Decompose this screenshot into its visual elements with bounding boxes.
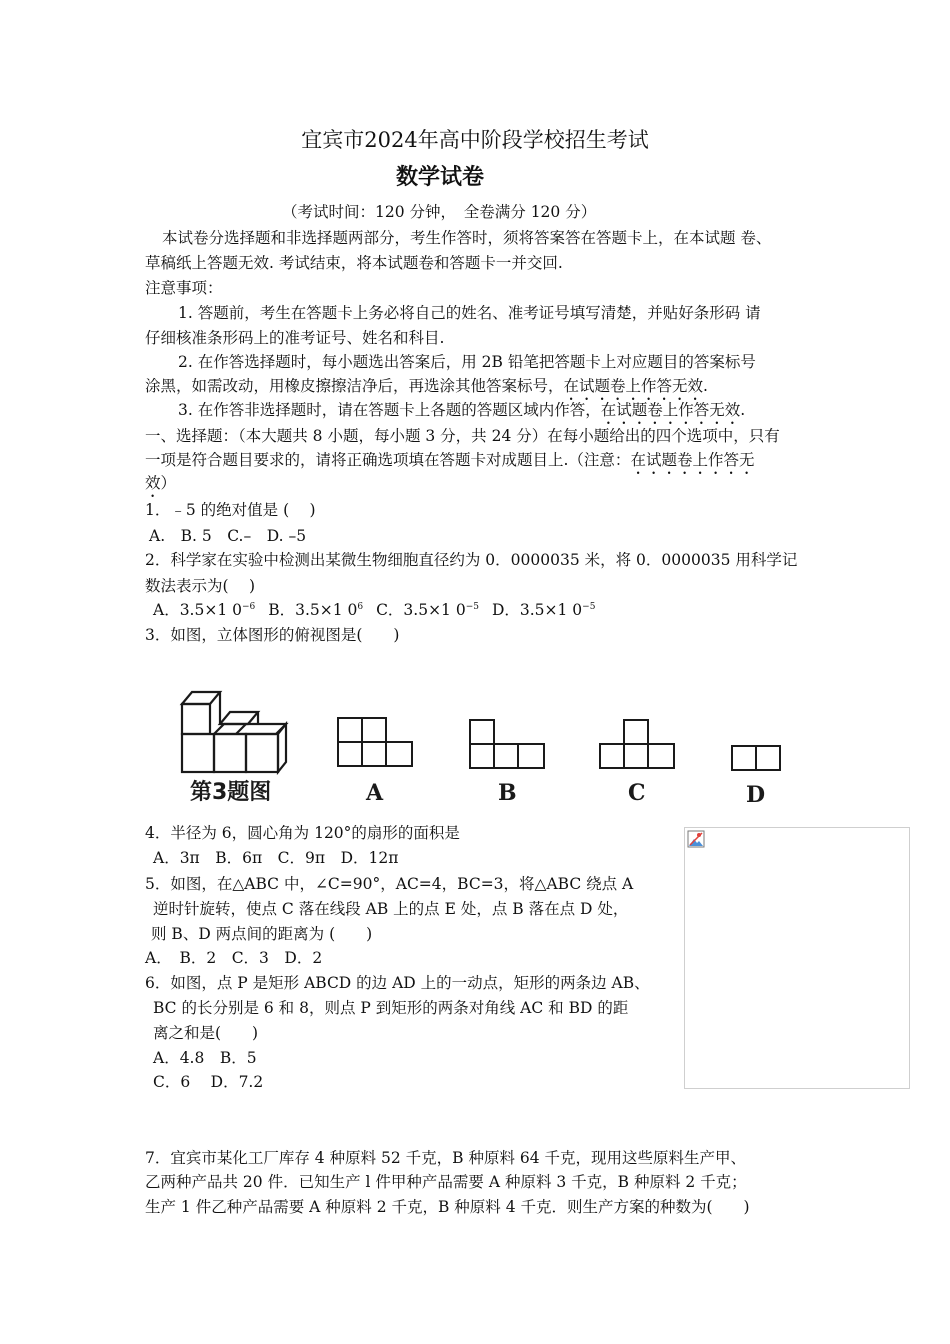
section-1-text: 一项是符合题目要求的，请将正确选项填在答题卡对成题目上.（注意： [145,451,631,469]
q2-stem-line-2: 数法表示为( ) [145,577,256,595]
q6-options-1: A．4.8 B．5 [153,1049,257,1067]
q1-options: A. B. 5 C.– D. –5 [149,527,307,545]
notice-1-line-1: 1. 答题前，考生在答题卡上务必将自己的姓名、准考证号填写清楚，并贴好条形码 请 [178,304,761,322]
q3-stem: 3．如图，立体图形的俯视图是( ) [145,626,400,644]
q4-options: A．3π B．6π C．9π D．12π [153,849,399,867]
notice-3-text: 3. 在作答非选择题时，请在答题卡上各题的答题区域内作答， [178,401,601,419]
notice-2-period: . [703,377,708,395]
notice-2-emphasis: 在试题卷上作答无效 [563,377,704,395]
q2-option-a: A．3.5×1 0 [153,601,242,619]
q3-option-b-label: B [498,780,517,806]
section-1-emphasis-end: 效 [145,474,161,492]
q2-option-a-exp: −6 [241,602,256,612]
q7-line-2: 乙两种产品共 20 件．已知生产 l 件甲种产品需要 A 种原料 3 千克，B 种原料 2 千克； [145,1173,747,1191]
notice-1-line-2: 仔细核准条形码上的准考证号、姓名和科目. [145,329,445,347]
notice-3 [178,400,745,428]
q5-line-3: 则 B、D 两点间的距离为 ( ) [151,925,373,943]
q6-options-2: C．6 D．7.2 [153,1073,264,1091]
exam-info: （考试时间：120 分钟， 全卷满分 120 分） [282,203,597,221]
q3-figure [176,682,796,812]
section-1-close: ） [160,474,177,492]
q5-options: A． B．2 C．3 D．2 [145,949,323,967]
intro-line-1: 本试卷分选择题和非选择题两部分，考生作答时，须将答案答在答题卡上，在本试题 卷、 [162,229,772,247]
broken-image-icon [687,830,705,848]
exam-subtitle: 数学试卷 [395,164,484,190]
q2-stem-line-1: 2．科学家在实验中检测出某微生物细胞直径约为 0．0000035 米，将 0．0000035 用科学记 [145,551,798,569]
missing-figure-box [684,827,910,1089]
q5-line-1: 5．如图，在△ABC 中，∠C=90°，AC=4，BC=3，将△ABC 绕点 A [145,875,634,893]
q6-line-2: BC 的长分别是 6 和 8，则点 P 到矩形的两条对角线 AC 和 BD 的距 [153,999,629,1017]
q7-line-3: 生产 1 件乙种产品需要 A 种原料 2 千克，B 种原料 4 千克．则生产方案的种数为( ) [145,1198,750,1216]
q6-line-1: 6．如图，点 P 是矩形 ABCD 的边 AD 上的一动点，矩形的两条边 AB、 [145,974,650,992]
q2-option-b-exp: 6 [357,602,364,612]
section-1-line-2 [145,450,754,478]
q3-figure-caption: 第3题图 [190,780,272,805]
notice-2-text: 涂黑，如需改动，用橡皮擦擦洁净后，再选涂其他答案标号， [145,377,564,395]
section-1-heading: 一、选择题：（本大题共 8 小题，每小题 3 分，共 24 分）在每小题给出的四个选项中，只有 [145,427,780,445]
q3-option-c-figure [600,720,674,768]
q3-option-a-label: A [366,780,384,806]
q2-option-d-exp: −5 [582,602,596,612]
q3-option-a-figure [338,718,412,766]
q6-line-3: 离之和是( ) [153,1024,259,1042]
q2-option-c-exp: −5 [465,602,479,612]
notice-3-period: . [740,401,746,419]
q1-stem: 1．﹣5 的绝对值是 ( ) [145,501,316,519]
q2-options [153,600,595,620]
q7-line-1: 7．宜宾市某化工厂库存 4 种原料 52 千克，B 种原料 64 千克，现用这些原料生产甲、 [145,1149,747,1167]
intro-line-2: 草稿纸上答题无效. 考试结束，将本试题卷和答题卡一并交回. [145,254,563,272]
q2-option-d: D．3.5×1 0 [491,601,583,619]
q3-option-b-figure [470,720,544,768]
q3-option-d-figure [732,746,780,770]
notice-3-emphasis: 在试题卷上作答无效 [600,401,741,419]
q3-option-c-label: C [628,780,646,806]
q3-option-d-label: D [746,782,766,808]
exam-title: 宜宾市2024年高中阶段学校招生考试 [301,128,649,152]
notice-heading: 注意事项： [145,279,223,297]
q4-stem: 4．半径为 6，圆心角为 120°的扇形的面积是 [145,824,460,842]
q2-option-b: B．3.5×1 0 [268,601,358,619]
section-1-emphasis: 在试题卷上作答无 [630,451,755,469]
q5-line-2: 逆时针旋转，使点 C 落在线段 AB 上的点 E 处，点 B 落在点 D 处， [153,900,629,918]
notice-2-line-1: 2. 在作答选择题时，每小题选出答案后，用 2B 铅笔把答题卡上对应题目的答案标号 [178,353,756,371]
q3-solid-figure [182,692,286,772]
q2-option-c: C．3.5×1 0 [376,601,466,619]
section-1-line-3 [145,473,176,501]
